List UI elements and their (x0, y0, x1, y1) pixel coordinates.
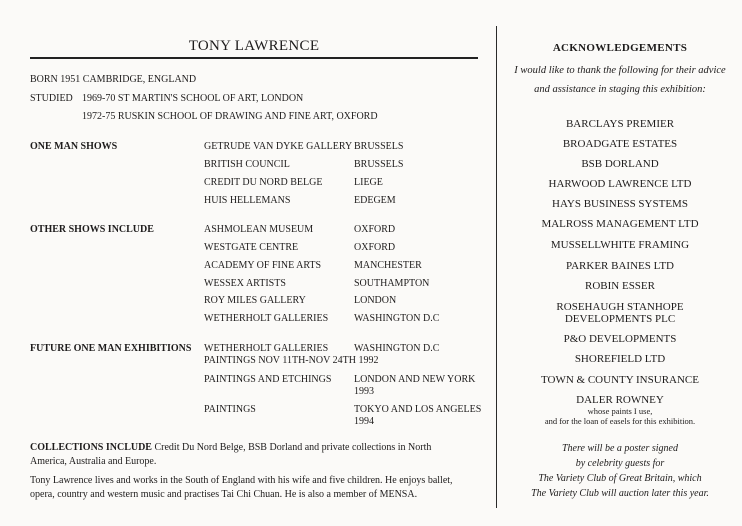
list-item: WASHINGTON D.C (354, 343, 440, 354)
list-item: ROY MILES GALLERY (204, 295, 306, 306)
poster-line-1: There will be a poster signed (561, 443, 678, 454)
list-item: PAINTINGS (204, 404, 256, 415)
acknowledgements-intro-2: and assistance in staging this exhibition: (534, 84, 706, 95)
list-item: TOKYO AND LOS ANGELES (354, 404, 482, 415)
studied-label: STUDIED (30, 93, 73, 104)
list-item: WESTGATE CENTRE (204, 242, 299, 253)
list-item: WESSEX ARTISTS (204, 278, 286, 289)
title-rule (30, 57, 478, 59)
list-item: EDEGEM (354, 195, 396, 206)
sponsor-item: TOWN & COUNTY INSURANCE (541, 374, 699, 386)
sponsor-item: BROADGATE ESTATES (562, 138, 678, 150)
sponsor-item: ROBIN ESSER (585, 280, 655, 292)
list-item: WETHERHOLT GALLERIES (204, 313, 329, 324)
born-line: BORN 1951 CAMBRIDGE, ENGLAND (30, 74, 197, 85)
collections-paragraph (30, 441, 478, 468)
list-item: LONDON (354, 295, 397, 306)
list-item: BRUSSELS (354, 159, 404, 170)
daler-note-2: and for the loan of easels for this exhibition. (544, 416, 696, 426)
bio-paragraph (30, 474, 478, 501)
list-item: WETHERHOLT GALLERIES (204, 343, 329, 354)
sponsor-item: MALROSS MANAGEMENT LTD (541, 218, 699, 230)
collections-text-2: America, Australia and Europe. (30, 455, 157, 467)
list-item: PAINTINGS NOV 11TH-NOV 24TH 1992 (204, 355, 379, 366)
sponsor-item: DEVELOPMENTS PLC (564, 313, 676, 325)
sponsor-item: HARWOOD LAWRENCE LTD (548, 178, 692, 190)
collections-heading: COLLECTIONS INCLUDE (30, 442, 152, 453)
studied-line-2: 1972-75 RUSKIN SCHOOL OF DRAWING AND FINE ART, OXFORD (82, 111, 378, 122)
bio-line-2: opera, country and western music and practises Tai Chi Chuan. He is also a member of MENSA. (30, 488, 418, 500)
list-item: LONDON AND NEW YORK (354, 374, 476, 385)
poster-line-4: The Variety Club will auction later this year. (531, 488, 709, 499)
cv-column (30, 0, 482, 526)
daler-note-1: whose paints I use, (587, 406, 653, 416)
list-item: LIEGE (354, 177, 383, 188)
acknowledgements-column (504, 0, 736, 526)
list-item: PAINTINGS AND ETCHINGS (204, 374, 332, 385)
sponsor-item: PARKER BAINES LTD (566, 260, 674, 272)
list-item: 1994 (354, 416, 374, 427)
poster-line-2: by celebrity guests for (575, 458, 665, 469)
list-item: OXFORD (354, 242, 396, 253)
list-item: MANCHESTER (354, 260, 422, 271)
sponsor-item: BARCLAYS PREMIER (565, 118, 675, 130)
acknowledgements-intro-1: I would like to thank the following for their advice (514, 65, 726, 76)
one-man-shows-heading: ONE MAN SHOWS (30, 141, 118, 152)
column-divider (496, 26, 497, 508)
sponsor-item: DALER ROWNEY (576, 394, 664, 406)
list-item: ASHMOLEAN MUSEUM (204, 224, 314, 235)
sponsor-item: P&O DEVELOPMENTS (563, 333, 677, 345)
list-item: CREDIT DU NORD BELGE (204, 177, 323, 188)
list-item: ACADEMY OF FINE ARTS (204, 260, 322, 271)
collections-text-1: Credit Du Nord Belge, BSB Dorland and private collections in North (151, 442, 432, 453)
acknowledgements-heading: ACKNOWLEDGEMENTS (552, 42, 688, 54)
list-item: BRITISH COUNCIL (204, 159, 290, 170)
list-item: OXFORD (354, 224, 396, 235)
bio-line-1: Tony Lawrence lives and works in the South of England with his wife and five children. He enjoys ballet, (30, 475, 453, 486)
list-item: 1993 (354, 386, 374, 397)
page-title: TONY LAWRENCE (188, 38, 320, 54)
list-item: BRUSSELS (354, 141, 404, 152)
list-item: HUIS HELLEMANS (204, 195, 291, 206)
poster-line-3: The Variety Club of Great Britain, which (538, 473, 702, 484)
future-exhibitions-heading: FUTURE ONE MAN EXHIBITIONS (30, 343, 192, 354)
sponsor-item: MUSSELLWHITE FRAMING (550, 239, 690, 251)
sponsor-item: SHOREFIELD LTD (574, 353, 666, 365)
other-shows-heading: OTHER SHOWS INCLUDE (30, 224, 154, 235)
list-item: GETRUDE VAN DYKE GALLERY (204, 141, 353, 152)
list-item: WASHINGTON D.C (354, 313, 440, 324)
studied-line-1: 1969-70 ST MARTIN'S SCHOOL OF ART, LONDON (82, 93, 304, 104)
sponsor-item: HAYS BUSINESS SYSTEMS (552, 198, 688, 210)
sponsor-item: ROSEHAUGH STANHOPE (556, 301, 684, 313)
sponsor-item: BSB DORLAND (581, 158, 659, 170)
list-item: SOUTHAMPTON (354, 278, 430, 289)
